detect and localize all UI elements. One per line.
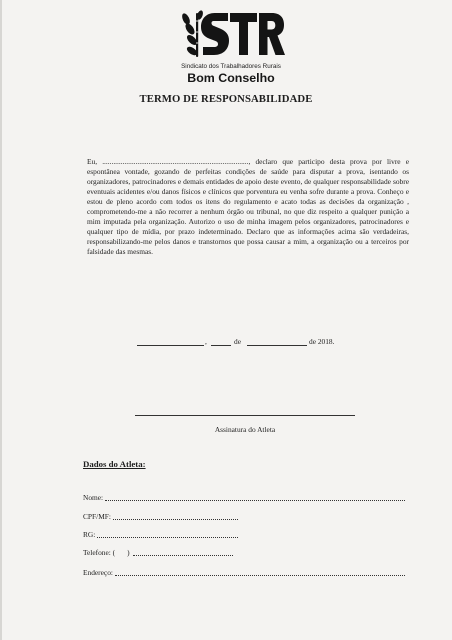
rg-label: RG: [83,530,96,539]
str-logo [176,5,286,89]
letter-r-icon [259,13,285,55]
letter-s-icon [201,13,229,55]
date-month-blank[interactable] [247,345,307,346]
page-title: TERMO DE RESPONSABILIDADE [139,93,313,105]
name-field[interactable] [83,491,405,503]
str-logo-mark [176,5,286,63]
logo-city: Bom Conselho [187,71,275,85]
date-line [137,336,377,348]
date-comma: , [205,337,207,346]
cpf-dotted-line [113,519,238,520]
wheat-emblem-icon [181,10,205,57]
rg-field[interactable] [83,528,238,540]
cpf-label: CPF/MF: [83,512,111,521]
date-day-blank[interactable] [211,345,231,346]
signature-label: Assinatura do Atleta [214,425,276,434]
phone-label: Telefone: ( [83,548,116,557]
athlete-section-title: Dados do Atleta: [83,459,146,469]
cpf-field[interactable] [83,510,238,522]
phone-close-paren: ) [127,548,130,557]
address-dotted-line [115,575,405,576]
letter-t-icon [230,13,257,55]
rg-dotted-line [97,537,238,538]
date-year-label: de 2018. [309,337,335,346]
declaration-text: Eu, ..............................................................................., declaro que participo desta prova por livre e espontânea vontade, gozando de perfeitas condições de saúde para disputar a prova, isentando os organizadores, patrocinadores e demais entidades de apoio deste evento, de qualquer responsabilidade sobre eventuais acidentes e/ou danos físicos e clínicos que porventura eu venha sofre durante a prova. Conheço e estou de pleno acordo com todos os itens do regulamento e acato todas as decisões da organização , comprometendo-me a não recorrer a nenhum órgão ou tribunal, no que diz respeito a qualquer punição a mim imputada pela organização. Autorizo o uso de minha imagem pelos organizadores, patrocinadores e qualquer tipo de mídia, por prazo indeterminado. Declaro que as informações acima são verdadeiras, responsabilizando-me pelos danos e transtornos que possa causar a mim, a organização ou a terceiros por falsidade das mesmas. [87,157,409,257]
date-de-label: de [234,337,241,346]
signature-line[interactable] [135,415,355,416]
name-label: Nome: [83,493,104,502]
phone-field[interactable] [83,546,233,558]
address-field[interactable] [83,566,405,578]
address-label: Endereço: [83,568,113,577]
logo-subtitle: Sindicato dos Trabalhadores Rurais [181,63,281,70]
name-dotted-line [105,500,405,501]
date-city-blank[interactable] [137,345,204,346]
phone-dotted-line [133,555,233,556]
